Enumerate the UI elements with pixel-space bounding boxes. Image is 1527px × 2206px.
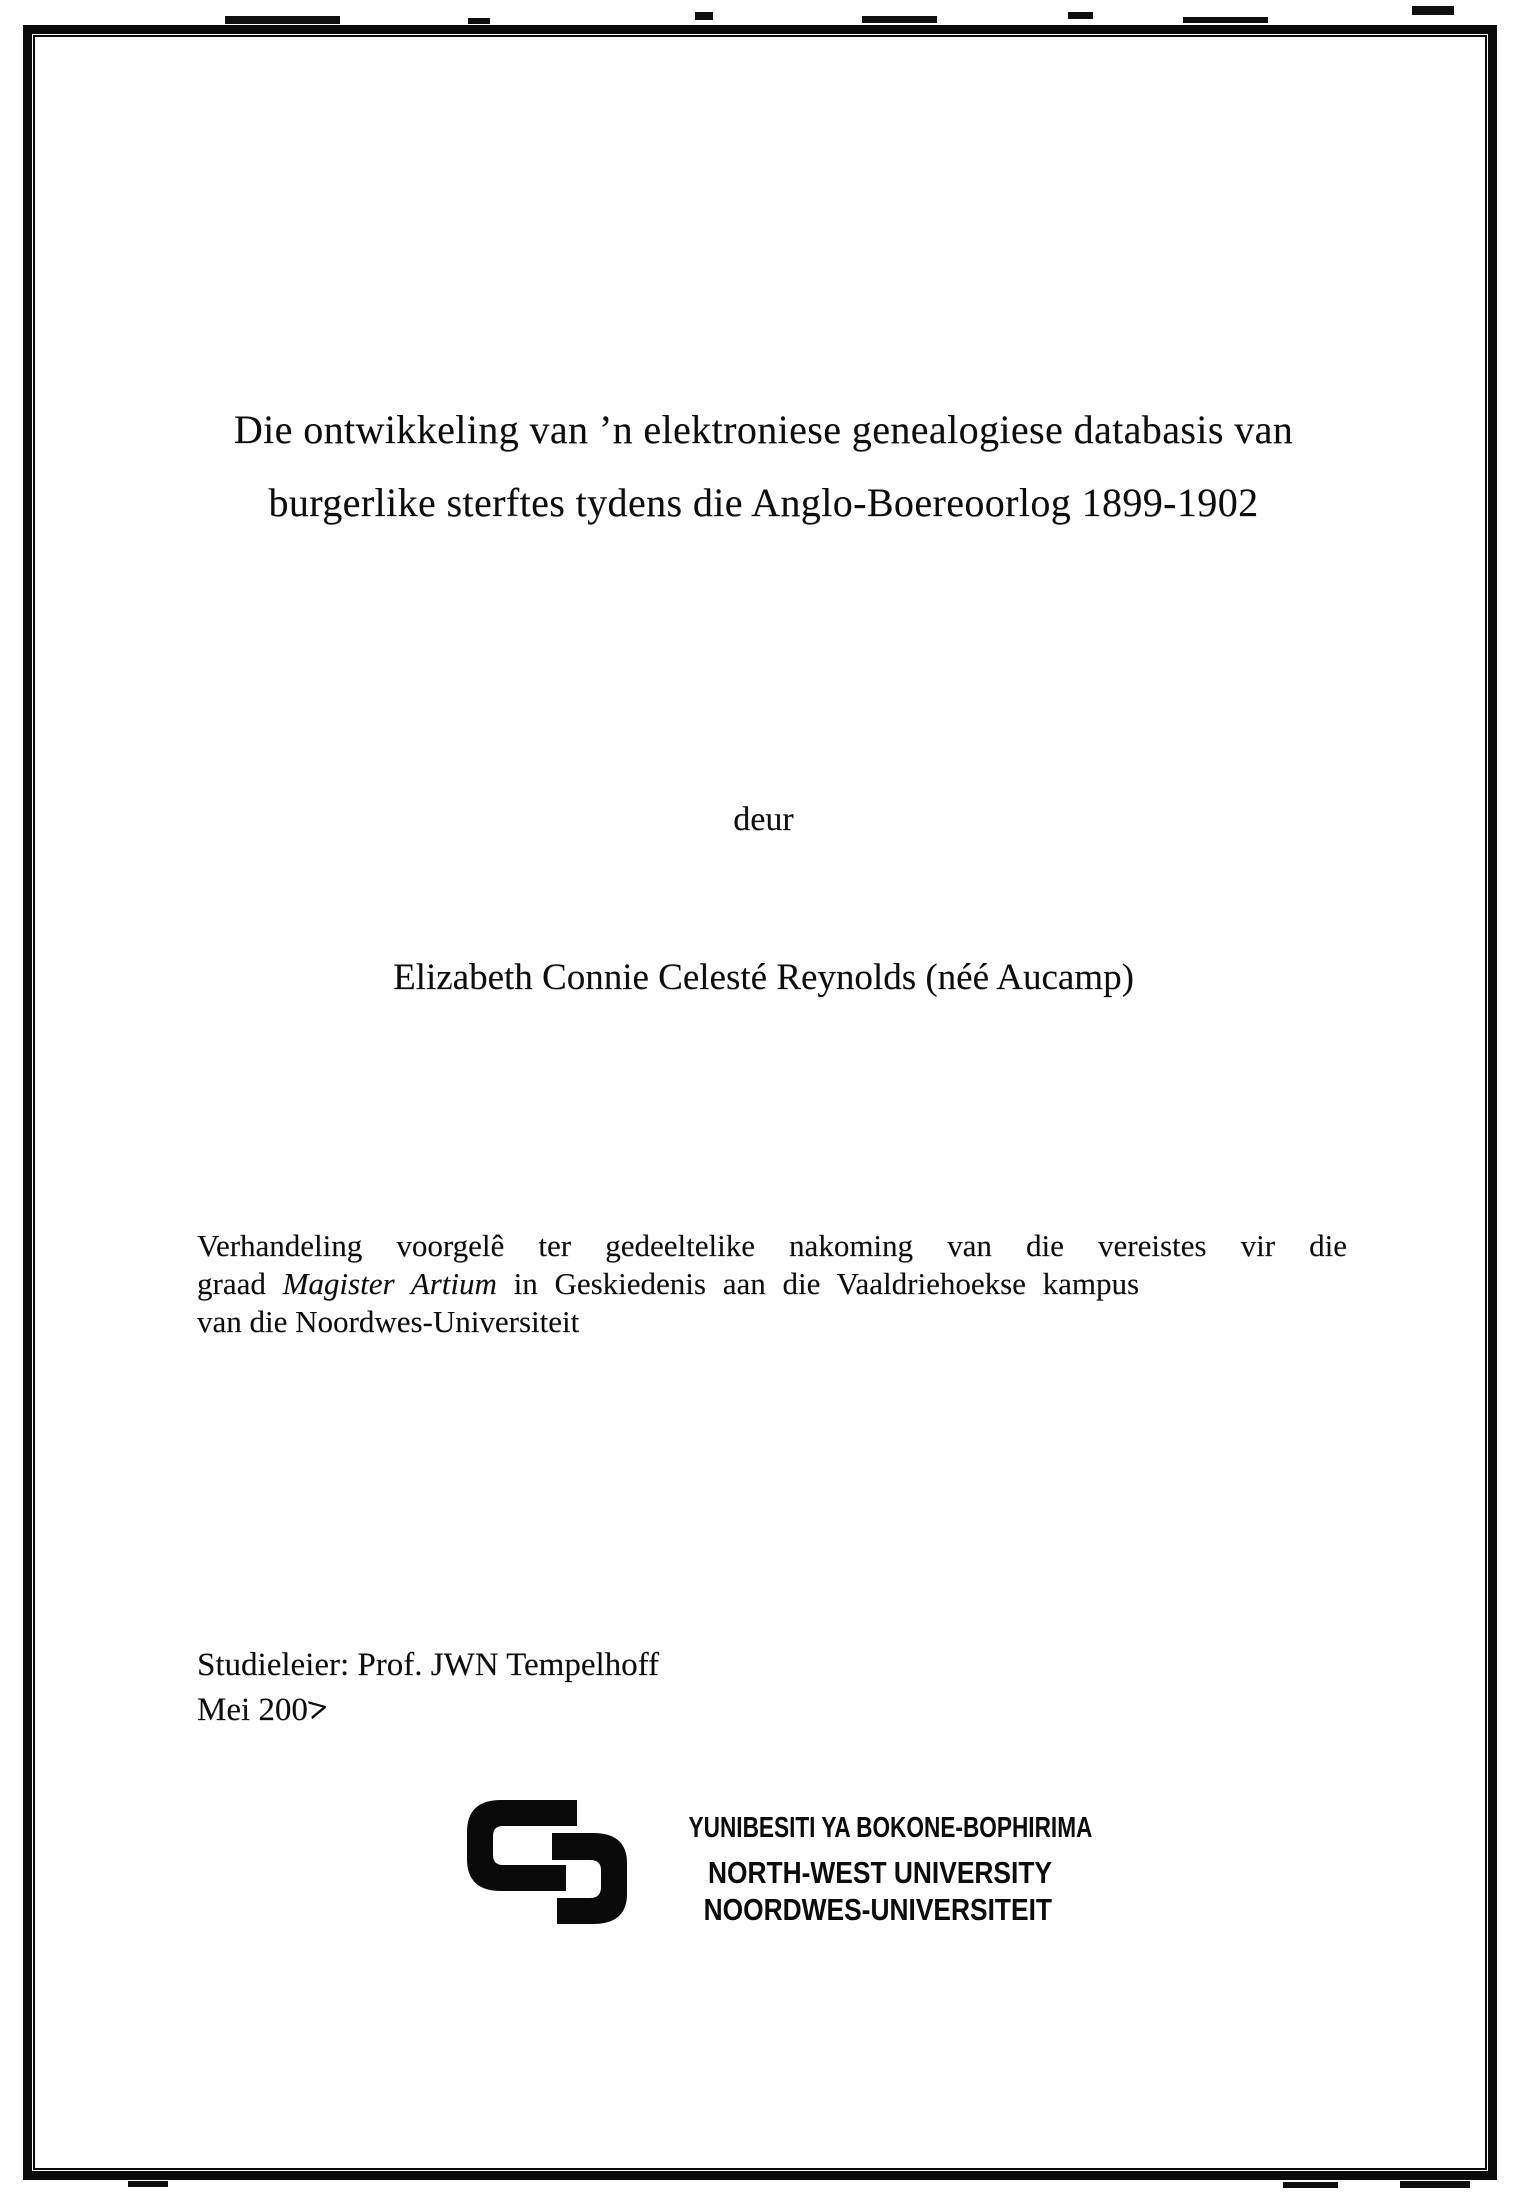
university-wordmark	[586, 1810, 1093, 1928]
scan-artifact	[1068, 12, 1093, 19]
supervisor-block	[197, 1643, 659, 1733]
statement-line1: Verhandeling voorgelê ter gedeeltelike nakoming van die vereistes vir die	[197, 1228, 1347, 1263]
date-prefix: Mei 200	[197, 1692, 308, 1728]
supervisor-line: Studieleier: Prof. JWN Tempelhoff	[197, 1647, 660, 1683]
date-glyph: >	[304, 1687, 333, 1732]
statement-degree-name: Magister Artium	[282, 1266, 497, 1301]
scan-artifact	[862, 16, 937, 23]
thesis-title	[80, 393, 1447, 539]
scan-artifact	[128, 2181, 168, 2187]
scan-artifact	[1183, 17, 1268, 23]
byline-label: deur	[733, 801, 794, 838]
thesis-title-line1: Die ontwikkeling van ’n elektroniese genealogiese databasis van	[233, 407, 1294, 452]
date-line	[197, 1688, 659, 1733]
statement-line2-pre: graad	[197, 1266, 283, 1301]
university-name-english: NORTH-WEST UNIVERSITY	[707, 1855, 1052, 1890]
statement-line2	[197, 1265, 1347, 1303]
scan-artifact	[1412, 6, 1454, 15]
scan-artifact	[225, 16, 340, 24]
author-name: Elizabeth Connie Celesté Reynolds (néé Aucamp)	[393, 957, 1134, 998]
university-name-setswana: YUNIBESITI YA BOKONE-BOPHIRIMA	[688, 1812, 1093, 1844]
statement-line2-post: in Geskiedenis aan die Vaaldriehoekse kampus	[496, 1266, 1140, 1301]
scan-artifact	[695, 12, 713, 20]
submission-statement	[197, 1227, 1347, 1341]
scan-artifact	[1283, 2182, 1338, 2188]
thesis-title-line2: burgerlike sterftes tydens die Anglo-Boereoorlog 1899-1902	[268, 480, 1259, 525]
statement-line3: van die Noordwes-Universiteit	[197, 1304, 580, 1339]
scan-artifact	[468, 18, 490, 24]
university-name-afrikaans: NOORDWES-UNIVERSITEIT	[703, 1892, 1052, 1927]
scan-artifact	[1400, 2181, 1470, 2188]
